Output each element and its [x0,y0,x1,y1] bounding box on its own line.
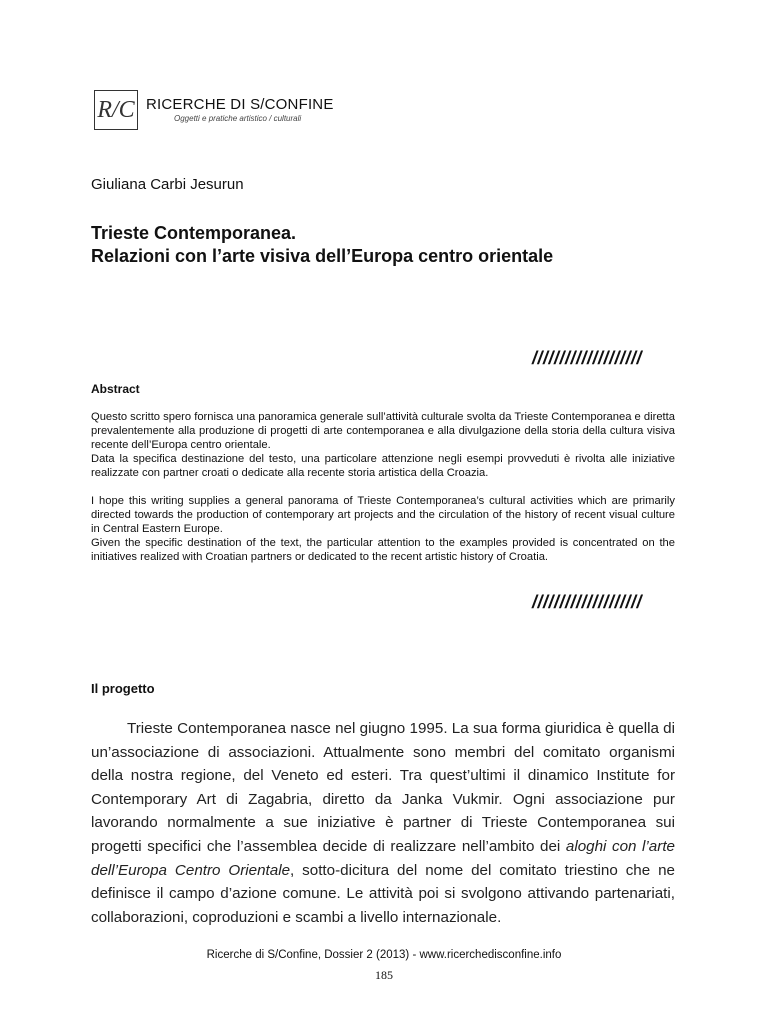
logo-mark: R/C [94,90,138,130]
body-text-part-2: , sotto-dicitura del nome del comitato triestino che ne definisce il campo d’azione comune. Le attività poi si svolgono attivando partenariati, collaborazioni, coproduzioni e scambi a livello internazionale. [91,861,675,926]
body-paragraph [91,717,675,929]
logo-subtitle: Oggetti e pratiche artistico / culturali [174,114,302,123]
abstract-english [91,494,675,564]
abstract-it-paragraph-1: Questo scritto spero fornisca una panoramica generale sull’attività culturale svolta da Trieste Contemporanea e diretta prevalentemente alla produzione di progetti di arte contemporanea e alla divulgazione della storia della cultura visiva recente dell’Europa centro orientale. [91,411,675,451]
separator-bottom: //////////////////// [532,592,643,612]
title-line-1: Trieste Contemporanea. [91,223,297,243]
title-line-2: Relazioni con l’arte visiva dell’Europa centro orientale [91,246,554,266]
logo-title: RICERCHE DI S/CONFINE [146,96,334,113]
abstract-heading: Abstract [91,382,140,396]
section-heading: Il progetto [91,681,155,696]
body-text-part-1: Trieste Contemporanea nasce nel giugno 1995. La sua forma giuridica è quella di un’associazione di associazioni. Attualmente sono membri del comitato organismi della nostra regione, del Veneto ed esteri. Tra quest’ultimi il dinamico Institute for Contemporary Art di Zagabria, diretto da Janka Vukmir. Ogni associazione pur lavorando normalmente a sue iniziative è partner di Trieste Contemporanea sui progetti specifici che l’assemblea decide di realizzare nell’ambito dei [91,720,675,855]
page-footer: Ricerche di S/Confine, Dossier 2 (2013) - www.ricerchedisconfine.info [206,949,562,961]
page-number: 185 [375,968,393,982]
body-text-italic: aloghi con l’arte dell’Europa Centro Orientale [91,837,675,879]
abstract-en-paragraph-2: Given the specific destination of the text, the particular attention to the examples provided is concentrated on the initiatives realized with Croatian partners or dedicated to the recent artistic history of Croatia. [91,537,675,563]
abstract-italian [91,410,675,480]
article-title [91,222,553,268]
abstract-it-paragraph-2: Data la specifica destinazione del testo, una particolare attenzione negli esempi provveduti è rivolta alle iniziative realizzate con partner croati o dedicate alla recente storia artistica della Croazia. [91,453,675,479]
separator-top: //////////////////// [532,348,643,368]
author-name: Giuliana Carbi Jesurun [91,176,244,193]
journal-logo [94,90,334,132]
abstract-en-paragraph-1: I hope this writing supplies a general panorama of Trieste Contemporanea’s cultural activities which are primarily directed towards the production of contemporary art projects and the circulation of the history of recent visual culture in Central Eastern Europe. [91,495,675,535]
